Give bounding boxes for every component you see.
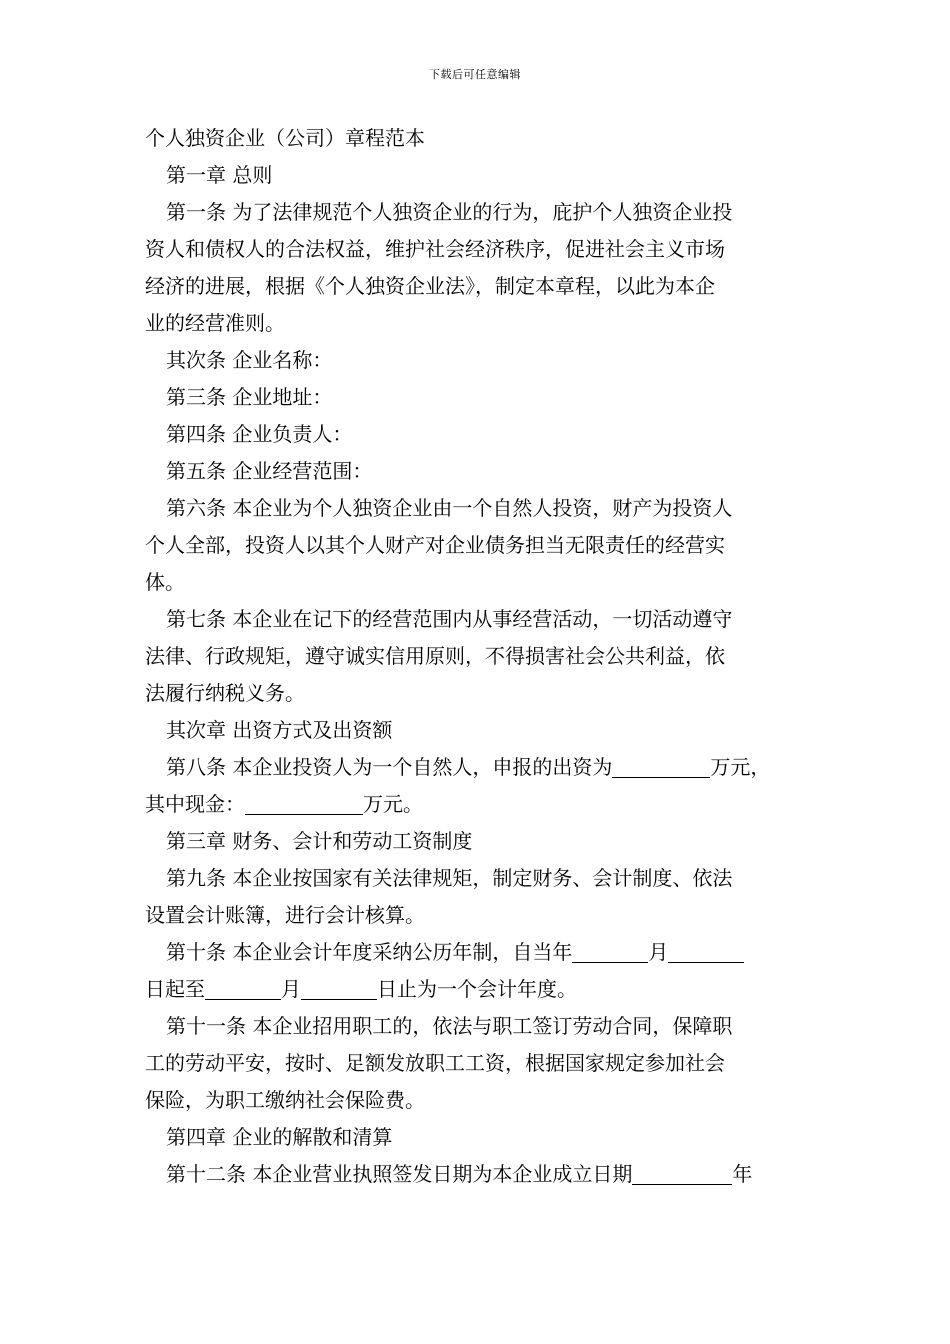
article-6-line-3: 体。 bbox=[145, 570, 185, 594]
article-9-line-1: 第九条 本企业按国家有关法律规矩，制定财务、会计制度、依法 bbox=[166, 866, 733, 890]
article-5: 第五条 企业经营范围： bbox=[166, 459, 373, 483]
chapter-4-heading: 第四章 企业的解散和清算 bbox=[166, 1125, 393, 1149]
article-8-text-3: 其中现金： bbox=[145, 792, 245, 816]
establish-year-blank[interactable] bbox=[632, 1160, 732, 1185]
article-8-text-4: 万元。 bbox=[363, 792, 423, 816]
document-title: 个人独资企业（公司）章程范本 bbox=[145, 126, 425, 150]
article-8-text-2: 万元， bbox=[710, 755, 771, 779]
article-6-line-2: 个人全部，投资人以其个人财产对企业债务担当无限责任的经营实 bbox=[145, 533, 725, 557]
article-12-text-1: 第十二条 本企业营业执照签发日期为本企业成立日期 bbox=[166, 1162, 633, 1186]
article-12-year-label: 年 bbox=[732, 1162, 753, 1186]
article-11-line-2: 工的劳动平安，按时、足额发放职工工资，根据国家规定参加社会 bbox=[145, 1051, 725, 1075]
article-8-line-2 bbox=[145, 786, 815, 823]
article-10-line-1 bbox=[145, 934, 815, 971]
article-8-line-1 bbox=[145, 749, 815, 786]
capital-amount-blank[interactable] bbox=[612, 753, 710, 778]
article-8-text-1: 第八条 本企业投资人为一个自然人，申报的出资为 bbox=[166, 755, 613, 779]
article-12-line-1 bbox=[145, 1156, 815, 1193]
end-month-blank[interactable] bbox=[205, 975, 281, 1000]
article-10-month-label-1: 月 bbox=[648, 940, 669, 964]
article-1-line-2: 资人和债权人的合法权益，维护社会经济秩序，促进社会主义市场 bbox=[145, 237, 725, 261]
article-7-line-3: 法履行纳税义务。 bbox=[145, 681, 305, 705]
end-day-blank[interactable] bbox=[301, 975, 377, 1000]
start-day-blank[interactable] bbox=[668, 938, 744, 963]
article-10-text-1: 第十条 本企业会计年度采纳公历年制，自当年 bbox=[166, 940, 573, 964]
article-10-text-3: 日起至 bbox=[145, 977, 205, 1001]
document-body bbox=[145, 120, 815, 1193]
cash-amount-blank[interactable] bbox=[245, 790, 363, 815]
article-1-line-4: 业的经营准则。 bbox=[145, 311, 285, 335]
chapter-1-heading: 第一章 总则 bbox=[166, 163, 273, 187]
article-6-line-1: 第六条 本企业为个人独资企业由一个自然人投资，财产为投资人 bbox=[166, 496, 733, 520]
article-10-text-4: 日止为一个会计年度。 bbox=[377, 977, 577, 1001]
page-header-note: 下载后可任意编辑 bbox=[429, 68, 521, 81]
article-9-line-2: 设置会计账簿，进行会计核算。 bbox=[145, 903, 425, 927]
article-10-line-2 bbox=[145, 971, 815, 1008]
article-2: 其次条 企业名称： bbox=[166, 348, 333, 372]
article-3: 第三条 企业地址： bbox=[166, 385, 333, 409]
chapter-2-heading: 其次章 出资方式及出资额 bbox=[166, 718, 393, 742]
article-1-line-1: 第一条 为了法律规范个人独资企业的行为，庇护个人独资企业投 bbox=[166, 200, 733, 224]
article-7-line-1: 第七条 本企业在记下的经营范围内从事经营活动，一切活动遵守 bbox=[166, 607, 733, 631]
article-11-line-1: 第十一条 本企业招用职工的，依法与职工签订劳动合同，保障职 bbox=[166, 1014, 733, 1038]
chapter-3-heading: 第三章 财务、会计和劳动工资制度 bbox=[166, 829, 473, 853]
start-month-blank[interactable] bbox=[572, 938, 648, 963]
article-11-line-3: 保险，为职工缴纳社会保险费。 bbox=[145, 1088, 425, 1112]
article-10-month-label-2: 月 bbox=[281, 977, 301, 1001]
article-1-line-3: 经济的进展，根据《个人独资企业法》，制定本章程，以此为本企 bbox=[145, 274, 715, 298]
article-4: 第四条 企业负责人： bbox=[166, 422, 353, 446]
article-7-line-2: 法律、行政规矩，遵守诚实信用原则，不得损害社会公共利益，依 bbox=[145, 644, 725, 668]
